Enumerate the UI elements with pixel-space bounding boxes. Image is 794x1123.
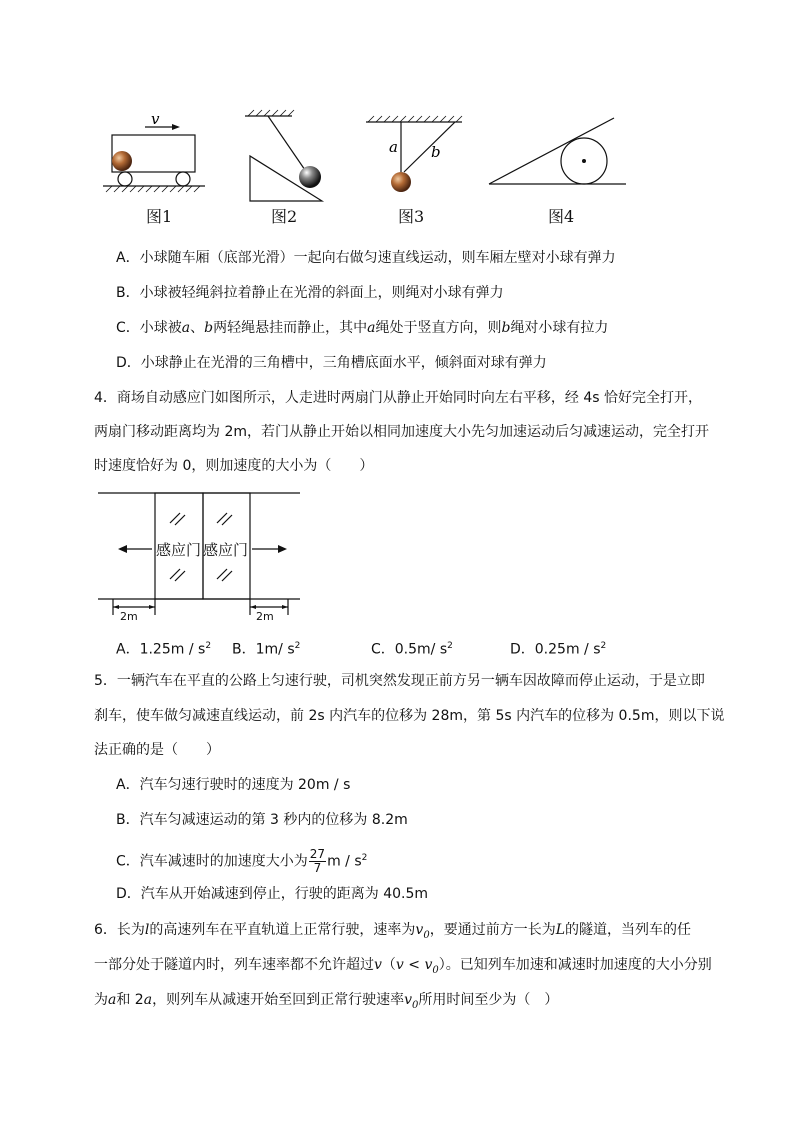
arrow-right-icon [278, 545, 287, 553]
q5-stem-line2: 刹车，使车做匀减速直线运动，前 2s 内汽车的位移为 28m，第 5s 内汽车的位移为 0.5m，则以下说 [94, 708, 725, 724]
q6-text: 和 2 [116, 992, 144, 1008]
q3c-part: 、 [190, 320, 205, 336]
q6-text: 为 [94, 992, 108, 1008]
dim-arrow-icon [282, 605, 288, 609]
q4-stem-line3: 时速度恰好为 0，则加速度的大小为（ ） [94, 458, 374, 474]
q3c-part: 两轻绳悬挂而静止，其中 [213, 320, 368, 336]
ball-center-dot [582, 159, 586, 163]
q4-option-d [510, 636, 606, 660]
q4-option-d-sup: 2 [600, 641, 607, 651]
figure-row [0, 0, 794, 235]
q6-var-v0: v [424, 957, 433, 973]
q5c-numerator: 27 [309, 847, 326, 862]
q3-option-d: D．小球静止在光滑的三角槽中，三角槽底面水平，倾斜面对球有弹力 [116, 355, 547, 371]
q5-option-c [116, 842, 367, 878]
q4-stem-line2: 两扇门移动距离均为 2m，若门从静止开始以相同加速度大小先匀加速运动后匀减速运动，完全打开 [94, 424, 709, 440]
q6-stem-line2 [94, 955, 712, 981]
dim-label-left: 2m [120, 610, 138, 623]
q6-text: 一部分处于隧道内时，列车速率都不允许超过 [94, 957, 374, 973]
ball-fig1 [112, 151, 132, 171]
rope-a-label: a [389, 138, 398, 156]
q4-option-b [232, 636, 300, 660]
q4-option-d-text: D．0.25m / s [510, 641, 601, 658]
q3c-part: 绳对小球有拉力 [510, 320, 609, 336]
q3c-var-b: b [501, 320, 511, 336]
q6-var-v: v [395, 957, 404, 973]
q3c-var-a: a [181, 320, 191, 336]
caption-fig4: 图4 [548, 207, 575, 226]
q5-option-a: A．汽车匀速行驶时的速度为 20m / s [116, 777, 351, 793]
q6-stem-line1 [94, 920, 691, 946]
q6-text: ）。已知列车加速和减速时加速度的大小分别 [438, 957, 712, 973]
q6-var-a: a [143, 992, 153, 1008]
q5-option-b: B．汽车匀减速运动的第 3 秒内的位移为 8.2m [116, 812, 408, 828]
q5-stem-line1: 5．一辆汽车在平直的公路上匀速行驶，司机突然发现正前方另一辆车因故障而停止运动，于是立即 [94, 673, 705, 689]
q6-stem-line3 [94, 990, 558, 1016]
dim-label-right: 2m [256, 610, 274, 623]
q5c-sup: 2 [361, 853, 368, 863]
q5c-fraction [309, 848, 326, 875]
q6-text: （ [381, 957, 396, 973]
door-label-right: 感应门 [203, 541, 249, 559]
caption-fig1: 图1 [146, 207, 173, 226]
q5-option-d: D．汽车从开始减速到停止，行驶的距离为 40.5m [116, 886, 429, 902]
rope-b-label: b [431, 143, 441, 161]
q4-option-a [116, 636, 211, 660]
q6-text: 的高速列车在平直轨道上正常行驶，速率为 [149, 922, 416, 938]
figure-3-ropes [366, 116, 462, 172]
q6-text: < [403, 957, 425, 973]
q6-text: 所用时间至少为（ ） [418, 992, 559, 1008]
q5-stem-line3: 法正确的是（ ） [94, 742, 220, 758]
q3-option-a: A．小球随车厢（底部光滑）一起向右做匀速直线运动，则车厢左壁对小球有弹力 [116, 250, 616, 266]
q3c-var-a: a [367, 320, 376, 336]
q3c-var-b: b [204, 320, 214, 336]
velocity-label: v [151, 110, 160, 128]
q4-stem-line1: 4．商场自动感应门如图所示，人走进时两扇门从静止开始同时向左右平移，经 4s 恰好完全打开， [94, 390, 703, 406]
q6-text: ，则列车从减速开始至回到正常行驶速率 [152, 992, 405, 1008]
q6-text: 6．长为 [94, 922, 145, 938]
q3c-part: C．小球被 [116, 320, 182, 336]
q6-var-v0: v [404, 992, 412, 1008]
q4-option-c-text: C．0.5m/ s [371, 641, 448, 658]
dim-arrow-icon [113, 605, 119, 609]
q4-option-b-sup: 2 [294, 641, 301, 651]
dim-arrow-icon [149, 605, 155, 609]
q6-var-l: l [144, 922, 150, 938]
caption-fig3: 图3 [398, 207, 425, 226]
q6-sub: 0 [432, 964, 439, 976]
door-label-left: 感应门 [156, 541, 202, 559]
q5c-unit: m / s [327, 853, 362, 870]
q3-option-c [116, 318, 608, 338]
q6-text: ，要通过前方一长为 [429, 922, 556, 938]
q6-var-v: v [374, 957, 382, 973]
door-figure [90, 485, 310, 625]
dim-arrow-icon [250, 605, 256, 609]
arrow-left-icon [118, 545, 127, 553]
q6-var-L: L [555, 922, 565, 938]
ball-fig2 [299, 166, 321, 188]
q6-sub: 0 [423, 929, 430, 941]
q4-option-b-text: B．1m/ s [232, 641, 295, 658]
caption-fig2: 图2 [271, 207, 298, 226]
q6-sub: 0 [412, 999, 419, 1011]
q6-text: 的隧道，当列车的任 [565, 922, 691, 938]
q6-var-a: a [108, 992, 117, 1008]
q6-var-v0: v [415, 922, 424, 938]
q4-option-a-sup: 2 [205, 641, 212, 651]
q3-option-b: B．小球被轻绳斜拉着静止在光滑的斜面上，则绳对小球有弹力 [116, 285, 504, 301]
figure-4-groove [489, 118, 626, 184]
ball-fig3 [391, 172, 411, 192]
q4-option-c-sup: 2 [447, 641, 453, 651]
q4-option-c [371, 636, 453, 660]
q5c-denominator: 7 [313, 861, 322, 876]
q4-option-a-text: A．1.25m / s [116, 641, 206, 658]
q5c-text: C．汽车减速时的加速度大小为 [116, 853, 308, 870]
q3c-part: 绳处于竖直方向，则 [375, 320, 502, 336]
